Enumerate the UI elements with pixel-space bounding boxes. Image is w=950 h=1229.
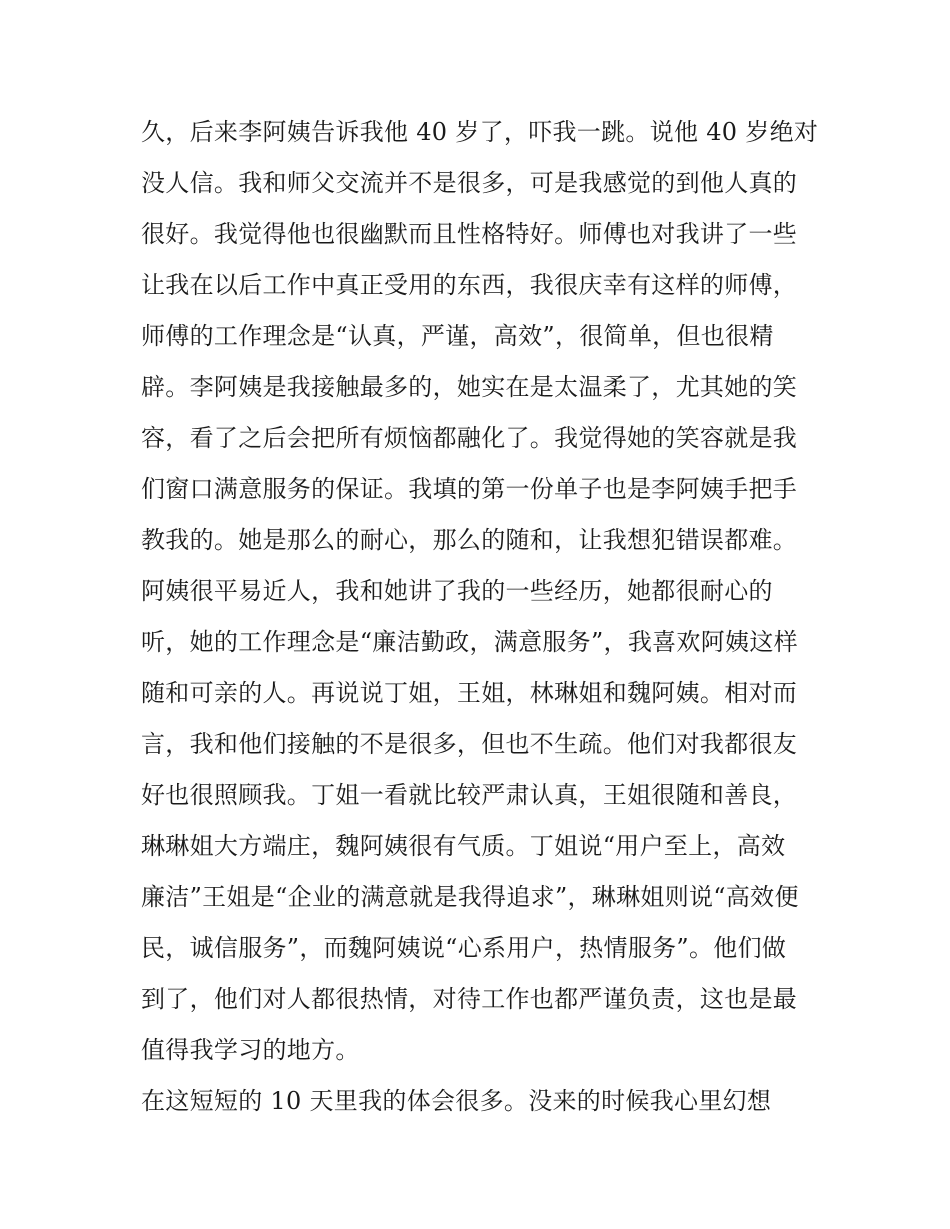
text-line: 值得我学习的地方。 — [141, 1036, 360, 1064]
text-line: 廉洁”王姐是“企业的满意就是我得追求”，琳琳姐则说“高效便 — [141, 883, 799, 911]
text-line: 琳琳姐大方端庄，魏阿姨很有气质。丁姐说“用户至上，高效 — [141, 832, 786, 860]
text-line: 们窗口满意服务的保证。我填的第一份单子也是李阿姨手把手 — [141, 475, 798, 503]
paragraph-start-line: 在这短短的 10 天里我的体会很多。没来的时候我心里幻想 — [141, 1087, 772, 1115]
body-text — [141, 107, 821, 1127]
text-line: 辟。李阿姨是我接触最多的，她实在是太温柔了，尤其她的笑 — [141, 373, 798, 401]
text-line: 民，诚信服务”，而魏阿姨说“心系用户，热情服务”。他们做 — [141, 934, 787, 962]
text-line: 师傅的工作理念是“认真，严谨，高效”，很简单，但也很精 — [141, 322, 774, 350]
text-line: 言，我和他们接触的不是很多，但也不生疏。他们对我都很友 — [141, 730, 798, 758]
text-line: 到了，他们对人都很热情，对待工作也都严谨负责，这也是最 — [141, 985, 798, 1013]
text-line: 没人信。我和师父交流并不是很多，可是我感觉的到他人真的 — [141, 169, 798, 197]
text-line: 阿姨很平易近人，我和她讲了我的一些经历，她都很耐心的 — [141, 577, 773, 605]
text-line: 随和可亲的人。再说说丁姐，王姐，林琳姐和魏阿姨。相对而 — [141, 679, 798, 707]
text-line: 好也很照顾我。丁姐一看就比较严肃认真，王姐很随和善良， — [141, 781, 798, 809]
text-line: 容，看了之后会把所有烦恼都融化了。我觉得她的笑容就是我 — [141, 424, 798, 452]
text-line: 让我在以后工作中真正受用的东西，我很庆幸有这样的师傅， — [141, 271, 798, 299]
text-line: 久，后来李阿姨告诉我他 40 岁了，吓我一跳。说他 40 岁绝对 — [141, 118, 819, 146]
text-line: 教我的。她是那么的耐心，那么的随和，让我想犯错误都难。 — [141, 526, 798, 554]
text-line: 听，她的工作理念是“廉洁勤政，满意服务”，我喜欢阿姨这样 — [141, 628, 798, 656]
text-line: 很好。我觉得他也很幽默而且性格特好。师傅也对我讲了一些 — [141, 220, 798, 248]
